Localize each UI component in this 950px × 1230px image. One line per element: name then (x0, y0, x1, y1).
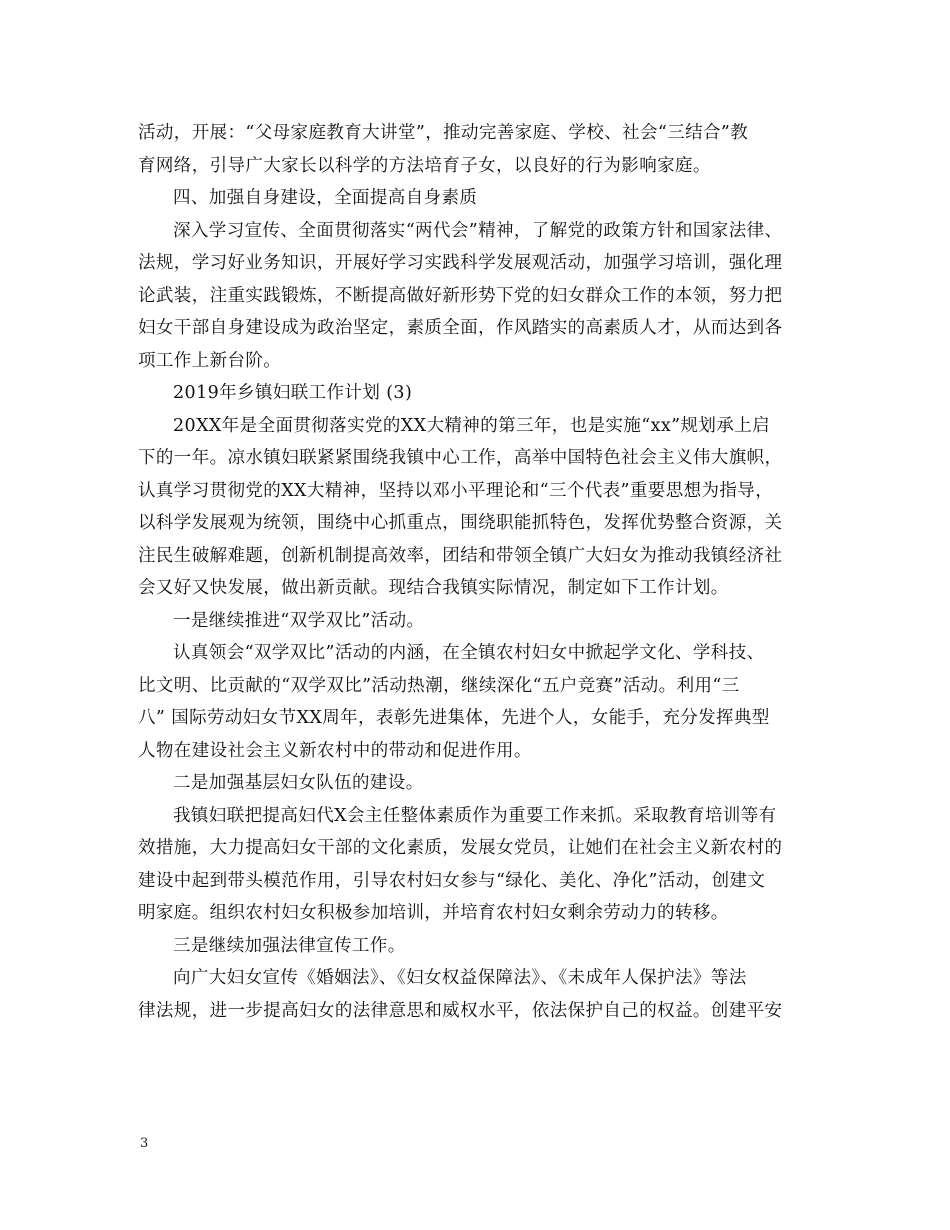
section-heading: 一是继续推进“双学双比”活动。 (173, 610, 425, 631)
document-title: 2019年乡镇妇联工作计划 (3) (173, 383, 413, 403)
text-line: 论武装，注重实践锻炼，不断提高做好新形势下党的妇女群众工作的本领，努力把 (138, 285, 783, 306)
text-line: 深入学习宣传、全面贯彻落实“两代会”精神，了解党的政策方针和国家法律、 (173, 220, 783, 241)
section-heading: 二是加强基层妇女队伍的建设。 (173, 773, 424, 793)
page-number: 3 (140, 1136, 149, 1151)
text-line: 人物在建设社会主义新农村中的带动和促进作用。 (138, 740, 532, 761)
text-line: 20XX年是全面贯彻落实党的XX大精神的第三年，也是实施“xx”规划承上启 (173, 415, 771, 436)
document-body (138, 117, 814, 1027)
text-line: 八” 国际劳动妇女节XX周年，表彰先进集体，先进个人，女能手，充分发挥典型 (138, 708, 770, 728)
text-line: 会又好又快发展，做出新贡献。现结合我镇实际情况，制定如下工作计划。 (138, 578, 729, 598)
text-line: 以科学发展观为统领，围绕中心抓重点，围绕职能抓特色，发挥优势整合资源，关 (138, 513, 783, 533)
text-line: 律法规，进一步提高妇女的法律意思和威权水平，依法保护自己的权益。创建平安 (138, 1000, 783, 1021)
text-line: 育网络，引导广大家长以科学的方法培育子女，以良好的行为影响家庭。 (138, 155, 711, 176)
text-line: 比文明、比贡献的“双学双比”活动热潮，继续深化“五户竞赛”活动。利用“三 (138, 675, 740, 696)
section-heading: 四、加强自身建设，全面提高自身素质 (173, 188, 478, 208)
section-heading: 三是继续加强法律宣传工作。 (173, 935, 406, 956)
text-line: 我镇妇联把提高妇代X会主任整体素质作为重要工作来抓。采取教育培训等有 (173, 805, 777, 826)
text-line: 注民生破解难题，创新机制提高效率，团结和带领全镇广大妇女为推动我镇经济社 (138, 545, 783, 566)
text-line: 妇女干部自身建设成为政治坚定，素质全面，作风踏实的高素质人才，从而达到各 (138, 318, 783, 338)
text-line: 认真领会“双学双比”活动的内涵，在全镇农村妇女中掀起学文化、学科技、 (173, 643, 765, 663)
text-line: 法规，学习好业务知识，开展好学习实践科学发展观活动，加强学习培训，强化理 (138, 253, 783, 273)
text-line: 明家庭。组织农村妇女积极参加培训，并培育农村妇女剩余劳动力的转移。 (138, 903, 729, 923)
text-line: 效措施，大力提高妇女干部的文化素质，发展女党员，让她们在社会主义新农村的 (138, 838, 783, 858)
text-line: 项工作上新台阶。 (138, 350, 282, 371)
text-line: 认真学习贯彻党的XX大精神，坚持以邓小平理论和“三个代表”重要思想为指导， (138, 480, 774, 501)
text-line: 建设中起到带头模范作用，引导农村妇女参与“绿化、美化、净化”活动，创建文 (138, 870, 766, 891)
text-line: 下的一年。凉水镇妇联紧紧围绕我镇中心工作，高举中国特色社会主义伟大旗帜， (138, 448, 783, 468)
text-line: 向广大妇女宣传《婚姻法》、《妇女权益保障法》、《未成年人保护法》等法 (173, 968, 747, 988)
text-line: 活动，开展：“父母家庭教育大讲堂”，推动完善家庭、学校、社会“三结合”教 (138, 123, 749, 143)
